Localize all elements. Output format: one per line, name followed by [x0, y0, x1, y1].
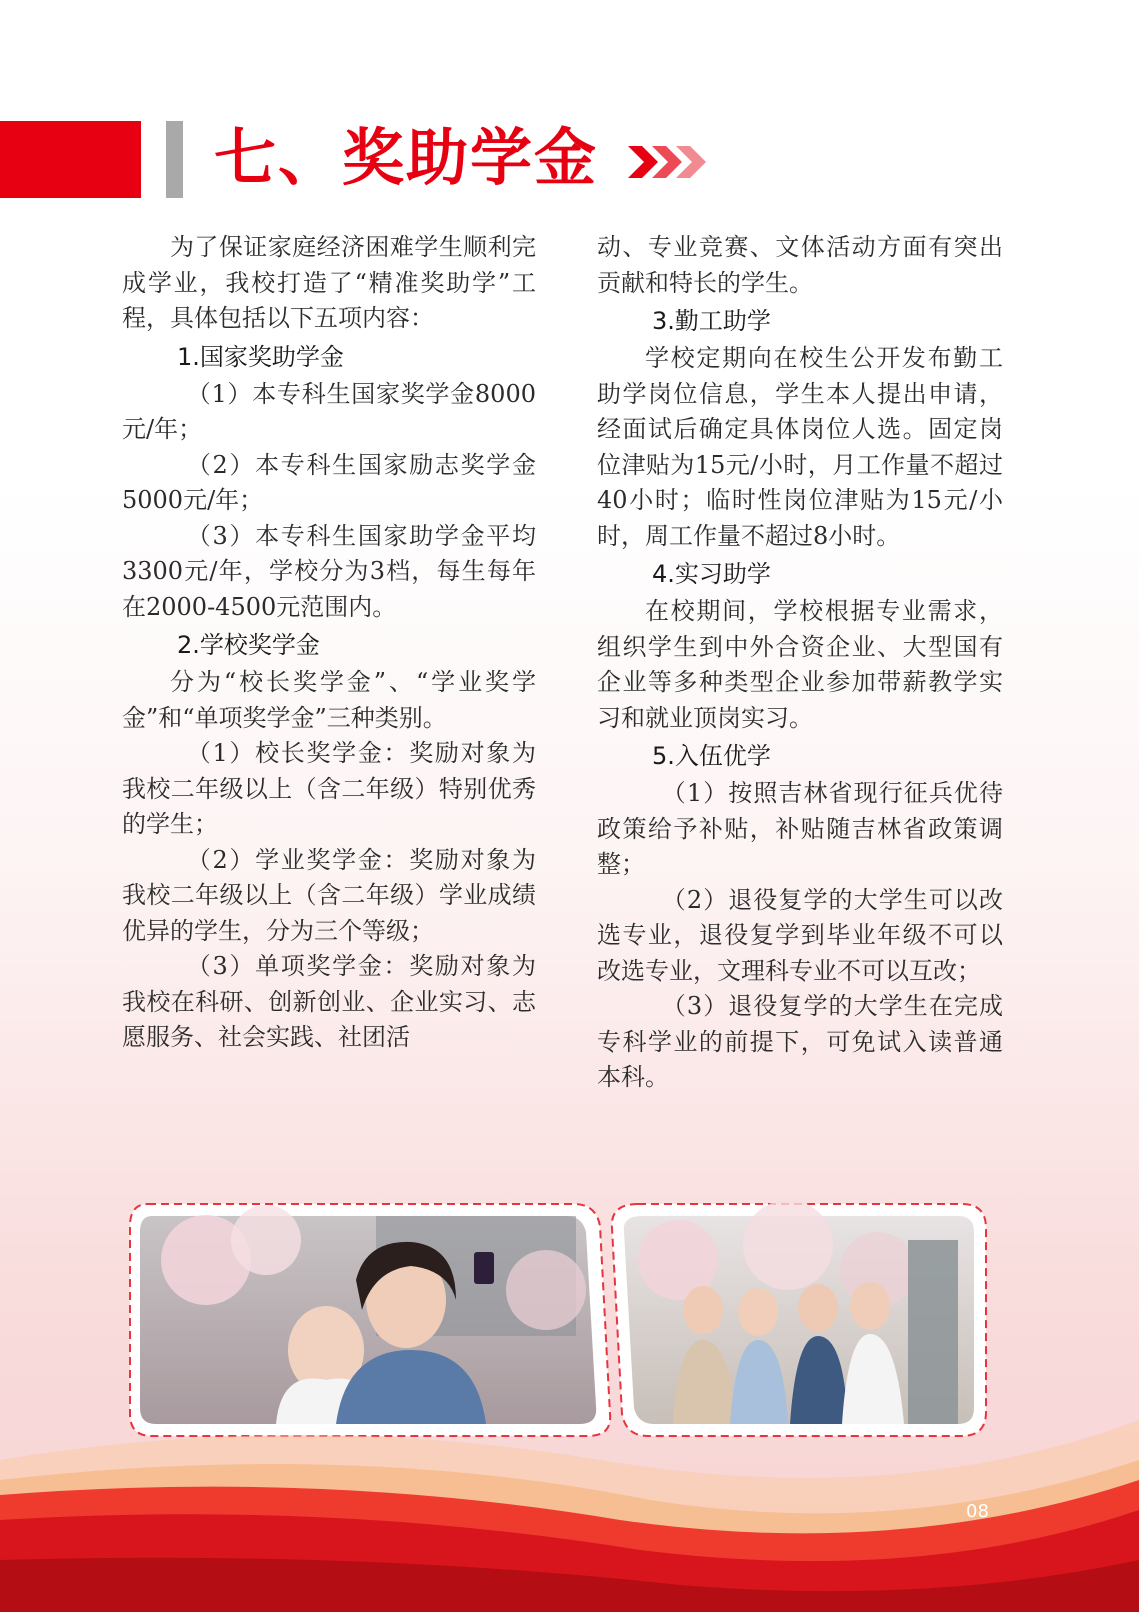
military-major-change-item: （2）退役复学的大学生可以改选专业，退役复学到毕业年级不可以改选专业，文理科专业不可以互改；: [597, 885, 1003, 985]
intro-paragraph: 为了保证家庭经济困难学生顺利完成学业，我校打造了“精准奖助学”工程，具体包括以下五项内容：: [122, 233, 536, 332]
military-subsidy-item: （1）按照吉林省现行征兵优待政策给予补贴，补贴随吉林省政策调整；: [597, 779, 1003, 878]
national-scholarship-item: （1）本专科生国家奖学金8000元/年；: [122, 379, 536, 443]
work-study-paragraph: 学校定期向在校生公开发布勤工助学岗位信息，学生本人提出申请，经面试后确定具体岗位人选。固定岗位津贴为15元/小时，月工作量不超过40小时；临时性岗位津贴为15元/小时，周工作量不超过8小时。: [597, 344, 1003, 550]
section-heading-national-aid: 1.国家奖助学金: [177, 342, 344, 371]
national-grant-item: （3）本专科生国家助学金平均3300元/年，学校分为3档，每生每年在2000-4500元范围内。: [122, 521, 536, 621]
section-heading-internship-aid: 4.实习助学: [652, 560, 771, 588]
national-encouragement-item: （2）本专科生国家励志奖学金5000元/年；: [122, 450, 536, 514]
special-scholarship-continuation: 动、专业竞赛、文体活动方面有突出贡献和特长的学生。: [597, 233, 1003, 297]
chevron-arrows-icon: [628, 142, 728, 182]
president-scholarship-item: （1）校长奖学金：奖励对象为我校二年级以上（含二年级）特别优秀的学生；: [122, 739, 536, 838]
right-column: [597, 230, 1003, 1096]
section-heading-school-scholarship: 2.学校奖学金: [177, 631, 320, 659]
section-heading-work-study: 3.勤工助学: [652, 307, 771, 335]
section-heading-military-aid: 5.入伍优学: [652, 742, 771, 770]
special-scholarship-item: （3）单项奖学金：奖励对象为我校在科研、创新创业、企业实习、志愿服务、社会实践、社团活: [122, 952, 536, 1051]
school-scholarship-intro: 分为“校长奖学金”、“学业奖学金”和“单项奖学金”三种类别。: [122, 668, 536, 732]
internship-aid-paragraph: 在校期间，学校根据专业需求，组织学生到中外合资企业、大型国有企业等多种类型企业参加带薪教学实习和就业顶岗实习。: [597, 597, 1003, 732]
header-gray-bar: [166, 121, 183, 198]
left-column: [122, 230, 536, 1056]
header-red-block: [0, 121, 141, 198]
academic-scholarship-item: （2）学业奖学金：奖励对象为我校二年级以上（含二年级）学业成绩优异的学生，分为三个等级；: [122, 845, 536, 945]
page-title: 七、奖助学金: [214, 121, 599, 194]
page-number: 08: [966, 1501, 989, 1522]
military-upgrade-item: （3）退役复学的大学生在完成专科学业的前提下，可免试入读普通本科。: [597, 992, 1003, 1091]
